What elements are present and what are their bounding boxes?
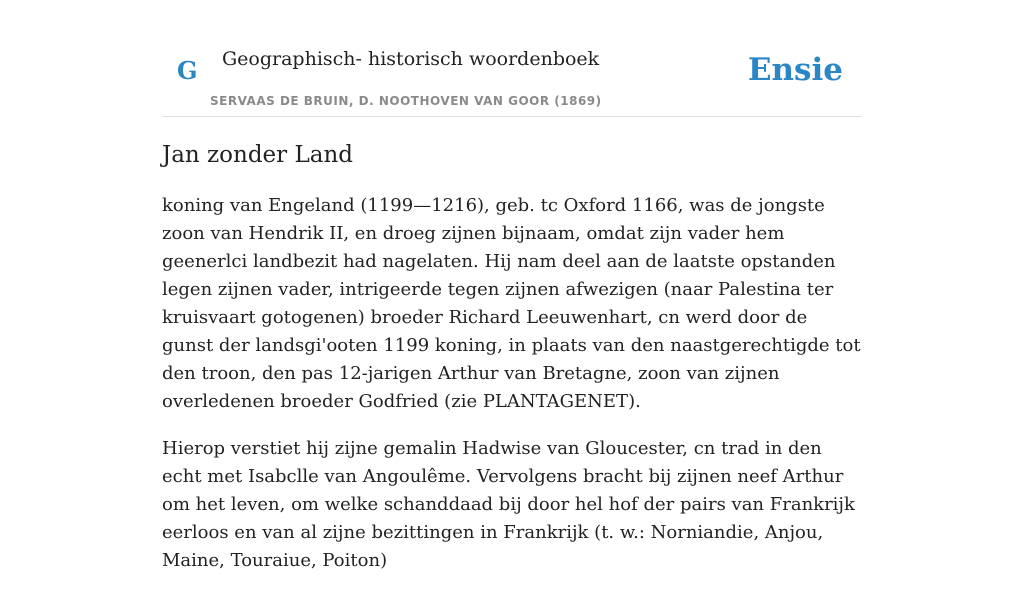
article-paragraph: koning van Engeland (1199—1216), geb. tc Oxford 1166, was de jongste zoon van Hendrik II, en droeg zijnen bijnaam, omdat zijn vader hem geenerlci landbezit had nagelaten. Hij nam deel aan de laatste opstanden legen zijnen vader, intrigeerde tegen zijnen afwezigen (naar Palestina ter kruisvaart gotogenen) broeder Richard Leeuwenhart, cn werd door de gunst der landsgi'ooten 1199 koning, in plaats van den naastgerechtigde tot den troon, den pas 12-jarigen Arthur van Bretagne, zoon van zijnen overledenen broeder Godfried (zie PLANTAGENET). [162, 195, 861, 412]
article-body [162, 192, 862, 594]
book-author: SERVAAS DE BRUIN, D. NOOTHOVEN VAN GOOR (1869) [210, 94, 602, 108]
book-title[interactable]: Geographisch- historisch woordenboek [222, 48, 600, 70]
article-paragraph: Hierop verstiet hij zijne gemalin Hadwise van Gloucester, cn trad in den echt met Isabclle van Angoulême. Vervolgens bracht bij zijnen neef Arthur om het leven, om welke schanddaad bij door hel hof der pairs van Frankrijk eerloos en van al zijne bezittingen in Frankrijk (t. w.: Norniandie, Anjou, Maine, Touraiue, Poiton) [162, 438, 855, 571]
book-logo-icon[interactable]: G [177, 56, 198, 85]
ensie-logo[interactable]: Ensie [747, 52, 843, 88]
article-title: Jan zonder Land [162, 142, 353, 168]
site-header [162, 0, 862, 117]
